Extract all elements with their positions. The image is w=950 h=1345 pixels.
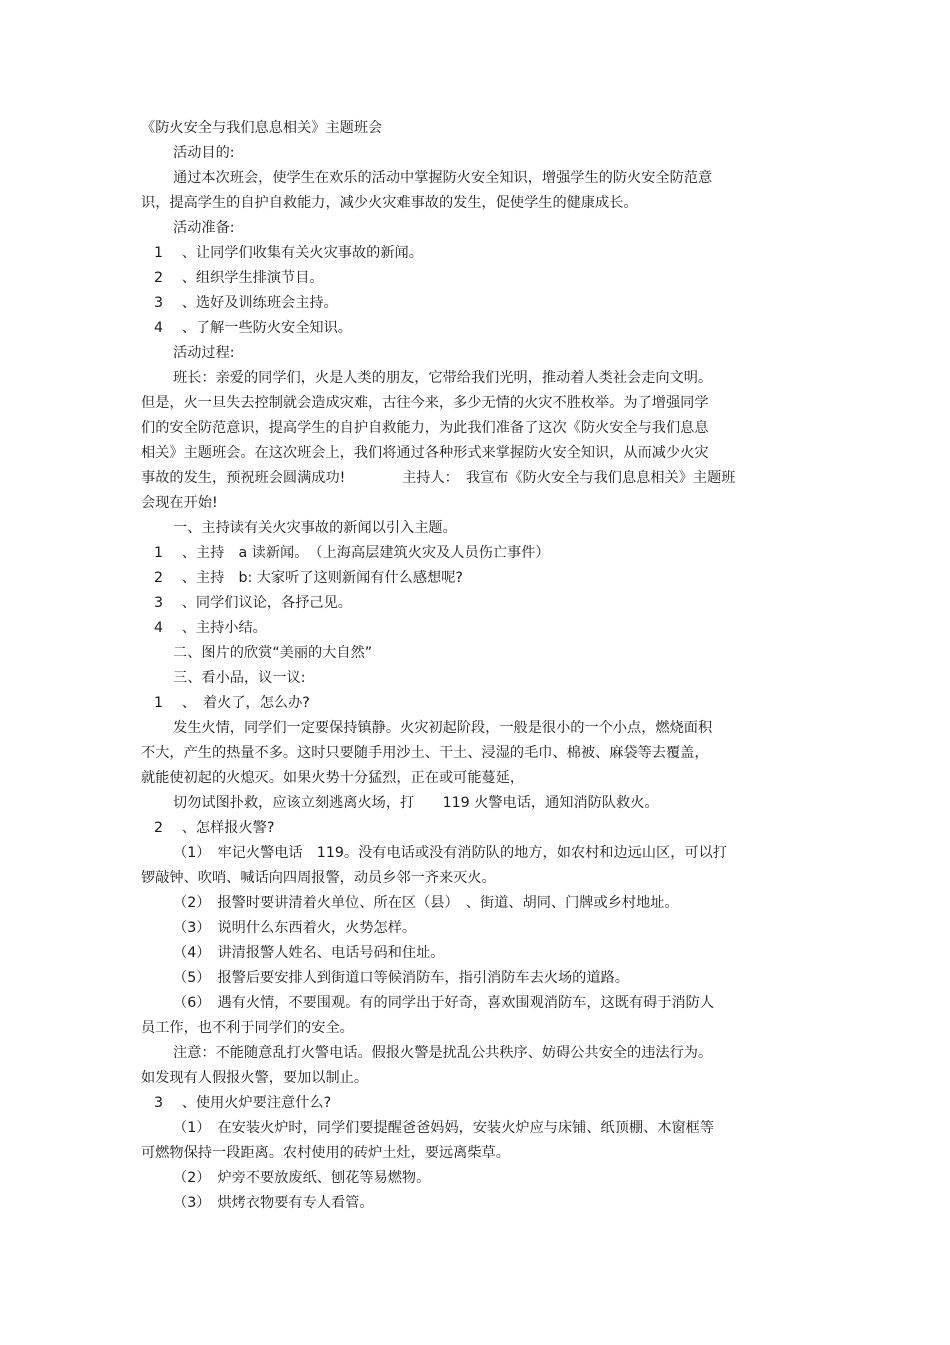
paragraph-line: 班长：亲爱的同学们，火是人类的朋友，它带给我们光明，推动着人类社会走向文明。 [173, 370, 713, 386]
paragraph-line: 不大，产生的热量不多。这时只要随手用沙土、干土、浸湿的毛巾、棉被、麻袋等去覆盖， [141, 745, 709, 761]
sub-item: （3） 烘烤衣物要有专人看管。 [173, 1195, 374, 1211]
paragraph-line: 但是，火一旦失去控制就会造成灾难，古往今来，多少无情的火灾不胜枚举。为了增强同学 [141, 395, 709, 411]
list-item: 1 、 着火了，怎么办? [154, 695, 310, 711]
sub-item: （1） 在安装火炉时，同学们要提醒爸爸妈妈，安装火炉应与床铺、纸顶棚、木窗框等 [173, 1120, 715, 1136]
paragraph-line: 事故的发生，预祝班会圆满成功! 主持人： 我宣布《防火安全与我们息息相关》主题班 [141, 470, 736, 486]
section-heading: 三、看小品，议一议: [173, 670, 306, 686]
list-item: 2 、主持 b: 大家听了这则新闻有什么感想呢? [154, 570, 463, 586]
note-line: 如发现有人假报火警，要加以制止。 [141, 1070, 369, 1086]
list-item: 3 、使用火炉要注意什么? [154, 1095, 332, 1111]
paragraph-line: 锣敲钟、吹哨、喊话向四周报警，动员乡邻一齐来灭火。 [141, 870, 496, 886]
sub-item: （5） 报警后要安排人到街道口等候消防车，指引消防车去火场的道路。 [173, 970, 629, 986]
paragraph-line: 发生火情，同学们一定要保持镇静。火灾初起阶段，一般是很小的一个小点，燃烧面积 [173, 720, 713, 736]
list-item: 1 、让同学们收集有关火灾事故的新闻。 [154, 245, 423, 261]
list-item: 3 、选好及训练班会主持。 [154, 295, 338, 311]
list-item: 4 、主持小结。 [154, 620, 267, 636]
list-item: 4 、了解一些防火安全知识。 [154, 320, 352, 336]
section-heading: 活动过程: [173, 345, 235, 361]
list-item: 3 、同学们议论，各抒己见。 [154, 595, 352, 611]
section-heading: 活动准备: [173, 220, 235, 236]
sub-item: （2） 报警时要讲清着火单位、所在区（县） 、街道、胡同、门牌或乡村地址。 [173, 895, 679, 911]
paragraph-line: 就能使初起的火熄灭。如果火势十分猛烈，正在或可能蔓延， [141, 770, 525, 786]
section-heading: 二、图片的欣赏“美丽的大自然” [173, 645, 373, 661]
paragraph-line: 通过本次班会，使学生在欢乐的活动中掌握防火安全知识，增强学生的防火安全防范意 [173, 170, 713, 186]
list-item: 2 、怎样报火警? [154, 820, 275, 836]
paragraph-line: 相关》主题班会。在这次班会上，我们将通过各种形式来掌握防火安全知识，从而减少火灾 [141, 445, 709, 461]
paragraph-line: 们的安全防范意识，提高学生的自护自救能力，为此我们准备了这次《防火安全与我们息息 [141, 420, 709, 436]
section-heading: 一、主持读有关火灾事故的新闻以引入主题。 [173, 520, 457, 536]
sub-item: （4） 讲清报警人姓名、电话号码和住址。 [173, 945, 445, 961]
document-title: 《防火安全与我们息息相关》主题班会 [141, 120, 383, 136]
paragraph-line: 识，提高学生的自护自救能力，减少火灾难事故的发生，促使学生的健康成长。 [141, 195, 638, 211]
note-line: 注意：不能随意乱打火警电话。假报火警是扰乱公共秩序、妨碍公共安全的违法行为。 [173, 1045, 713, 1061]
list-item: 1 、主持 a 读新闻。 （上海高层建筑火灾及人员伤亡事件） [154, 545, 550, 561]
paragraph-line: 切勿试图扑救，应该立刻逃离火场，打 119 火警电话，通知消防队救火。 [173, 795, 659, 811]
paragraph-line: 会现在开始! [141, 495, 218, 511]
sub-item: （2） 炉旁不要放废纸、刨花等易燃物。 [173, 1170, 431, 1186]
section-heading: 活动目的: [173, 145, 235, 161]
sub-item: （6） 遇有火情，不要围观。有的同学出于好奇，喜欢围观消防车，这既有碍于消防人 [173, 995, 715, 1011]
list-item: 2 、组织学生排演节目。 [154, 270, 324, 286]
sub-item: （3） 说明什么东西着火，火势怎样。 [173, 920, 417, 936]
paragraph-line: 员工作，也不利于同学们的安全。 [141, 1020, 354, 1036]
paragraph-line: 可燃物保持一段距离。农村使用的砖炉土灶，要远离柴草。 [141, 1145, 510, 1161]
sub-item: （1） 牢记火警电话 119。没有电话或没有消防队的地方，如农村和边远山区，可以打 [173, 845, 727, 861]
